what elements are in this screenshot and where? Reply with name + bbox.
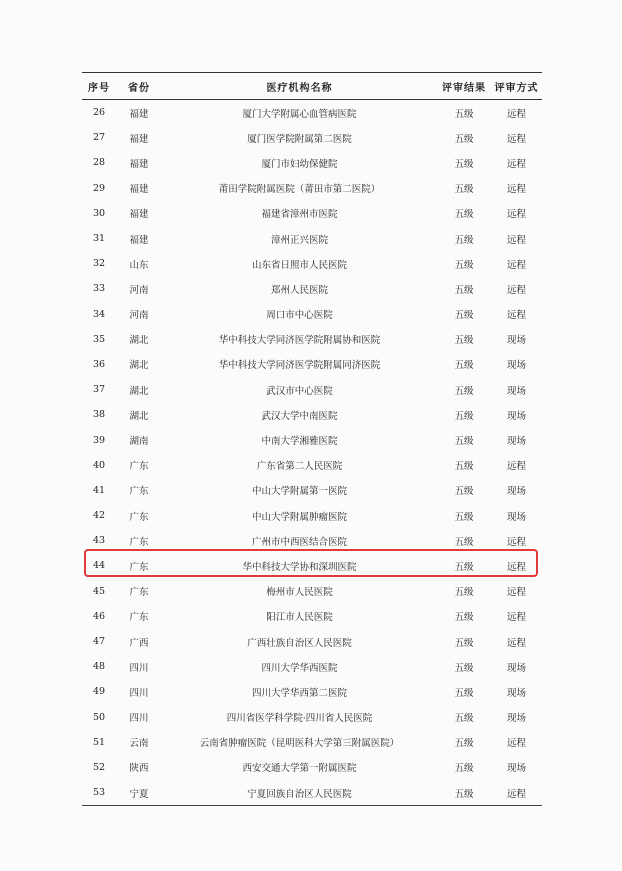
cell-review-method: 现场: [506, 511, 526, 523]
cell-serial-number: 39: [92, 434, 106, 446]
cell-institution-name: 四川大学华西医院: [261, 662, 338, 674]
cell-institution-name: 四川省医学科学院·四川省人民医院: [226, 713, 373, 725]
cell-serial-number: 48: [92, 661, 106, 673]
header-review-result: 评审结果: [437, 73, 491, 100]
cell-institution-name: 中南大学湘雅医院: [261, 436, 338, 448]
cell-review-result: 五级: [454, 486, 474, 498]
cell-institution-name: 厦门大学附属心血管病医院: [242, 108, 357, 120]
cell-review-result: 五级: [454, 234, 474, 246]
cell-serial-number: 43: [92, 535, 106, 547]
cell-serial-number: 45: [92, 585, 106, 597]
cell-review-method: 现场: [506, 687, 526, 699]
cell-serial-number: 47: [92, 636, 106, 648]
cell-serial-number: 53: [82, 780, 116, 806]
table-row: [82, 251, 542, 276]
table-row: [82, 730, 542, 755]
cell-review-result: 五级: [454, 561, 474, 573]
cell-review-method: 远程: [506, 108, 526, 120]
cell-institution-name: 阳江市人民医院: [266, 612, 333, 624]
cell-serial-number: 29: [92, 182, 106, 194]
cell-institution-name: 华中科技大学协和深圳医院: [242, 561, 357, 573]
cell-review-method: 远程: [506, 587, 526, 599]
cell-institution-name: 山东省日照市人民医院: [251, 259, 347, 271]
cell-province: 福建: [129, 108, 149, 120]
cell-institution-name: 漳州正兴医院: [270, 234, 328, 246]
cell-province: 陕西: [129, 763, 149, 775]
cell-review-result: 五级: [454, 335, 474, 347]
cell-serial-number: 49: [92, 686, 106, 698]
cell-institution-name: 广州市中西医结合医院: [251, 536, 347, 548]
cell-review-method: 远程: [506, 133, 526, 145]
cell-review-method: 现场: [506, 763, 526, 775]
cell-institution-name: 四川大学华西第二医院: [251, 687, 347, 699]
cell-institution-name: 云南省肿瘤医院（昆明医科大学第三附属医院）: [199, 738, 400, 750]
cell-review-result: 五级: [454, 587, 474, 599]
cell-review-result: 五级: [454, 158, 474, 170]
table-row: [82, 679, 542, 704]
cell-institution-name: 厦门市妇幼保健院: [261, 158, 338, 170]
cell-review-method: 现场: [506, 335, 526, 347]
cell-review-method: 远程: [506, 184, 526, 196]
table-row: [82, 100, 542, 126]
cell-institution-name: 华中科技大学同济医学院附属同济医院: [218, 360, 381, 372]
cell-province: 湖北: [129, 335, 149, 347]
cell-serial-number: 50: [92, 711, 106, 723]
cell-review-result: 五级: [454, 662, 474, 674]
cell-review-result: 五级: [454, 360, 474, 372]
cell-province: 四川: [129, 687, 149, 699]
cell-institution-name: 武汉市中心医院: [266, 385, 333, 397]
cell-province: 福建: [129, 209, 149, 221]
cell-review-method: 远程: [506, 234, 526, 246]
cell-serial-number: 52: [92, 761, 106, 773]
cell-institution-name: 梅州市人民医院: [266, 587, 333, 599]
cell-review-result: 五级: [454, 612, 474, 624]
cell-province: 广东: [129, 587, 149, 599]
cell-review-result: 五级: [454, 713, 474, 725]
table-row: [82, 478, 542, 503]
cell-serial-number: 33: [92, 283, 106, 295]
cell-province: 河南: [129, 310, 149, 322]
cell-review-result: 五级: [454, 436, 474, 448]
cell-province: 广东: [129, 511, 149, 523]
cell-serial-number: 51: [92, 736, 106, 748]
cell-serial-number: 26: [92, 107, 106, 119]
cell-province: 福建: [129, 133, 149, 145]
cell-review-method: 现场: [506, 486, 526, 498]
table-row: [82, 503, 542, 528]
cell-review-method: 现场: [506, 662, 526, 674]
cell-review-method: 远程: [491, 780, 542, 806]
cell-review-method: 远程: [506, 310, 526, 322]
header-serial-number: 序号: [82, 73, 116, 100]
cell-serial-number: 38: [92, 409, 106, 421]
cell-review-result: 五级: [454, 209, 474, 221]
cell-review-method: 远程: [506, 158, 526, 170]
cell-province: 四川: [129, 662, 149, 674]
cell-review-result: 五级: [454, 108, 474, 120]
cell-institution-name: 广东省第二人民医院: [256, 461, 343, 473]
cell-review-result: 五级: [454, 738, 474, 750]
table-header-row: [82, 73, 542, 100]
cell-review-result: 五级: [437, 780, 491, 806]
cell-institution-name: 武汉大学中南医院: [261, 410, 338, 422]
cell-province: 广东: [129, 612, 149, 624]
cell-review-method: 远程: [506, 637, 526, 649]
cell-serial-number: 35: [92, 333, 106, 345]
cell-serial-number: 31: [92, 233, 106, 245]
cell-province: 福建: [129, 158, 149, 170]
cell-serial-number: 36: [92, 358, 106, 370]
table-row: [82, 150, 542, 175]
cell-province: 福建: [129, 184, 149, 196]
table-row: [82, 302, 542, 327]
cell-province: 山东: [129, 259, 149, 271]
cell-province: 湖北: [129, 410, 149, 422]
table-row: [82, 705, 542, 730]
cell-institution-name: 广西壮族自治区人民医院: [247, 637, 352, 649]
cell-province: 湖北: [129, 385, 149, 397]
cell-review-result: 五级: [454, 461, 474, 473]
table-row: [82, 125, 542, 150]
cell-review-method: 现场: [506, 385, 526, 397]
table-row: [82, 654, 542, 679]
table-row: [82, 780, 542, 806]
cell-review-method: 远程: [506, 284, 526, 296]
cell-serial-number: 41: [92, 484, 106, 496]
cell-review-method: 现场: [506, 436, 526, 448]
table-row: [82, 352, 542, 377]
cell-review-method: 现场: [506, 410, 526, 422]
table-row: [82, 604, 542, 629]
cell-province: 四川: [129, 713, 149, 725]
cell-province: 宁夏: [116, 780, 162, 806]
table-row: [82, 453, 542, 478]
hospital-review-table: [82, 72, 542, 806]
table-row: [82, 427, 542, 452]
header-review-method: 评审方式: [491, 73, 542, 100]
cell-review-result: 五级: [454, 687, 474, 699]
cell-review-method: 远程: [506, 738, 526, 750]
cell-review-result: 五级: [454, 184, 474, 196]
table-row: [82, 201, 542, 226]
cell-province: 湖南: [129, 436, 149, 448]
cell-review-result: 五级: [454, 310, 474, 322]
cell-review-method: 远程: [506, 561, 526, 573]
table-row: [82, 377, 542, 402]
cell-review-method: 远程: [506, 259, 526, 271]
cell-province: 河南: [129, 284, 149, 296]
table-row: [82, 629, 542, 654]
table-row: [82, 327, 542, 352]
cell-institution-name: 宁夏回族自治区人民医院: [162, 780, 437, 806]
cell-serial-number: 42: [92, 510, 106, 522]
cell-institution-name: 郑州人民医院: [270, 284, 328, 296]
cell-review-result: 五级: [454, 133, 474, 145]
cell-province: 广东: [129, 536, 149, 548]
cell-review-method: 远程: [506, 209, 526, 221]
cell-review-result: 五级: [454, 284, 474, 296]
cell-serial-number: 37: [92, 384, 106, 396]
cell-serial-number: 40: [92, 459, 106, 471]
cell-serial-number: 44: [92, 560, 106, 572]
table-body: [82, 100, 542, 806]
cell-institution-name: 中山大学附属肿瘤医院: [251, 511, 347, 523]
cell-serial-number: 34: [92, 308, 106, 320]
cell-serial-number: 32: [92, 258, 106, 270]
header-institution-name: 医疗机构名称: [162, 73, 437, 100]
cell-institution-name: 莆田学院附属医院（莆田市第二医院）: [218, 184, 381, 196]
cell-province: 广东: [129, 486, 149, 498]
table-row: [82, 276, 542, 301]
cell-review-result: 五级: [454, 410, 474, 422]
cell-review-method: 远程: [506, 461, 526, 473]
cell-review-method: 远程: [506, 536, 526, 548]
cell-review-result: 五级: [454, 511, 474, 523]
cell-province: 广东: [129, 561, 149, 573]
cell-serial-number: 27: [92, 132, 106, 144]
cell-review-method: 现场: [506, 360, 526, 372]
table-row: [82, 553, 542, 578]
cell-review-method: 现场: [506, 713, 526, 725]
cell-institution-name: 西安交通大学第一附属医院: [242, 763, 357, 775]
table-row: [82, 528, 542, 553]
cell-serial-number: 46: [92, 610, 106, 622]
cell-province: 广东: [129, 461, 149, 473]
table-row: [82, 226, 542, 251]
cell-institution-name: 华中科技大学同济医学院附属协和医院: [218, 335, 381, 347]
cell-review-result: 五级: [454, 536, 474, 548]
cell-institution-name: 福建省漳州市医院: [261, 209, 338, 221]
cell-province: 湖北: [129, 360, 149, 372]
cell-province: 云南: [129, 738, 149, 750]
cell-review-result: 五级: [454, 259, 474, 271]
table-row: [82, 402, 542, 427]
cell-review-result: 五级: [454, 763, 474, 775]
cell-institution-name: 中山大学附属第一医院: [251, 486, 347, 498]
table-row: [82, 755, 542, 780]
header-province: 省份: [116, 73, 162, 100]
cell-province: 福建: [129, 234, 149, 246]
cell-serial-number: 30: [92, 207, 106, 219]
cell-institution-name: 周口市中心医院: [266, 310, 333, 322]
cell-serial-number: 28: [92, 157, 106, 169]
cell-review-result: 五级: [454, 385, 474, 397]
table-row: [82, 579, 542, 604]
cell-review-result: 五级: [454, 637, 474, 649]
cell-review-method: 远程: [506, 612, 526, 624]
cell-province: 广西: [129, 637, 149, 649]
cell-institution-name: 厦门医学院附属第二医院: [247, 133, 352, 145]
table-row: [82, 176, 542, 201]
